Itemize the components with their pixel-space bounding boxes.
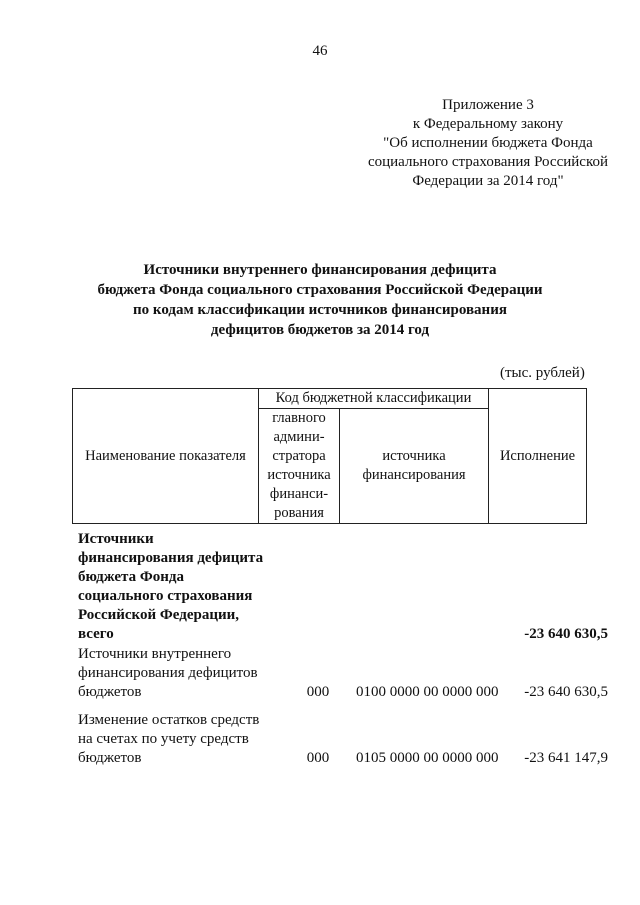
document-title <box>60 260 580 340</box>
row-name-line: Источники внутреннего <box>78 646 232 662</box>
column-admin-header <box>259 409 340 524</box>
row-name <box>78 530 288 644</box>
row-name-line: бюджета Фонда <box>78 569 184 585</box>
row-name-line: финансирования дефицита <box>78 550 264 566</box>
row-name-line: социального страхования <box>78 588 253 604</box>
admin-header-line: админи- <box>273 429 325 445</box>
row-name-line: Изменение остатков средств <box>78 712 260 728</box>
title-line: дефицитов бюджетов за 2014 год <box>210 322 430 338</box>
units-label: (тыс. рублей) <box>500 365 585 381</box>
admin-header-line: источника <box>267 467 331 483</box>
appendix-note <box>338 96 638 191</box>
row-name-line: на счетах по учету средств <box>78 731 249 747</box>
admin-header-line: рования <box>274 505 324 521</box>
row-admin-code: 000 <box>306 750 330 766</box>
admin-header-line: финанси- <box>269 486 329 502</box>
appendix-line: Приложение 3 <box>442 97 534 113</box>
appendix-line: социального страхования Российской <box>367 154 609 170</box>
row-value: -23 641 147,9 <box>524 750 608 766</box>
page-number: 46 <box>312 43 328 59</box>
row-name-line: Источники <box>78 531 154 547</box>
title-line: по кодам классификации источников финансирования <box>133 302 507 318</box>
row-name-line: бюджетов <box>78 684 142 700</box>
title-line: Источники внутреннего финансирования дефицита <box>143 262 497 278</box>
row-value: -23 640 630,5 <box>524 684 608 700</box>
admin-header-line: стратора <box>272 448 326 464</box>
appendix-line: "Об исполнении бюджета Фонда <box>383 135 593 151</box>
row-name <box>78 711 288 768</box>
source-header-line: источника <box>382 448 446 464</box>
admin-header-line: главного <box>272 410 326 426</box>
row-name-line: бюджетов <box>78 750 142 766</box>
title-line: бюджета Фонда социального страхования Российской Федерации <box>97 282 543 298</box>
table-header <box>72 388 587 524</box>
column-execution-header: Исполнение <box>489 389 587 524</box>
row-admin-code: 000 <box>306 684 330 700</box>
row-name-line: финансирования дефицитов <box>78 665 258 681</box>
row-name <box>78 645 288 702</box>
row-source-code: 0105 0000 00 0000 000 <box>356 750 499 766</box>
row-source-code: 0100 0000 00 0000 000 <box>356 684 499 700</box>
column-code-group-header: Код бюджетной классификации <box>259 389 489 409</box>
source-header-line: финансирования <box>362 467 466 483</box>
row-name-line: всего <box>78 626 114 642</box>
appendix-line: к Федеральному закону <box>412 116 564 132</box>
appendix-line: Федерации за 2014 год" <box>412 173 564 189</box>
column-source-header <box>340 409 489 524</box>
row-value: -23 640 630,5 <box>524 626 608 642</box>
column-name-header: Наименование показателя <box>73 389 259 524</box>
row-name-line: Российской Федерации, <box>78 607 239 623</box>
